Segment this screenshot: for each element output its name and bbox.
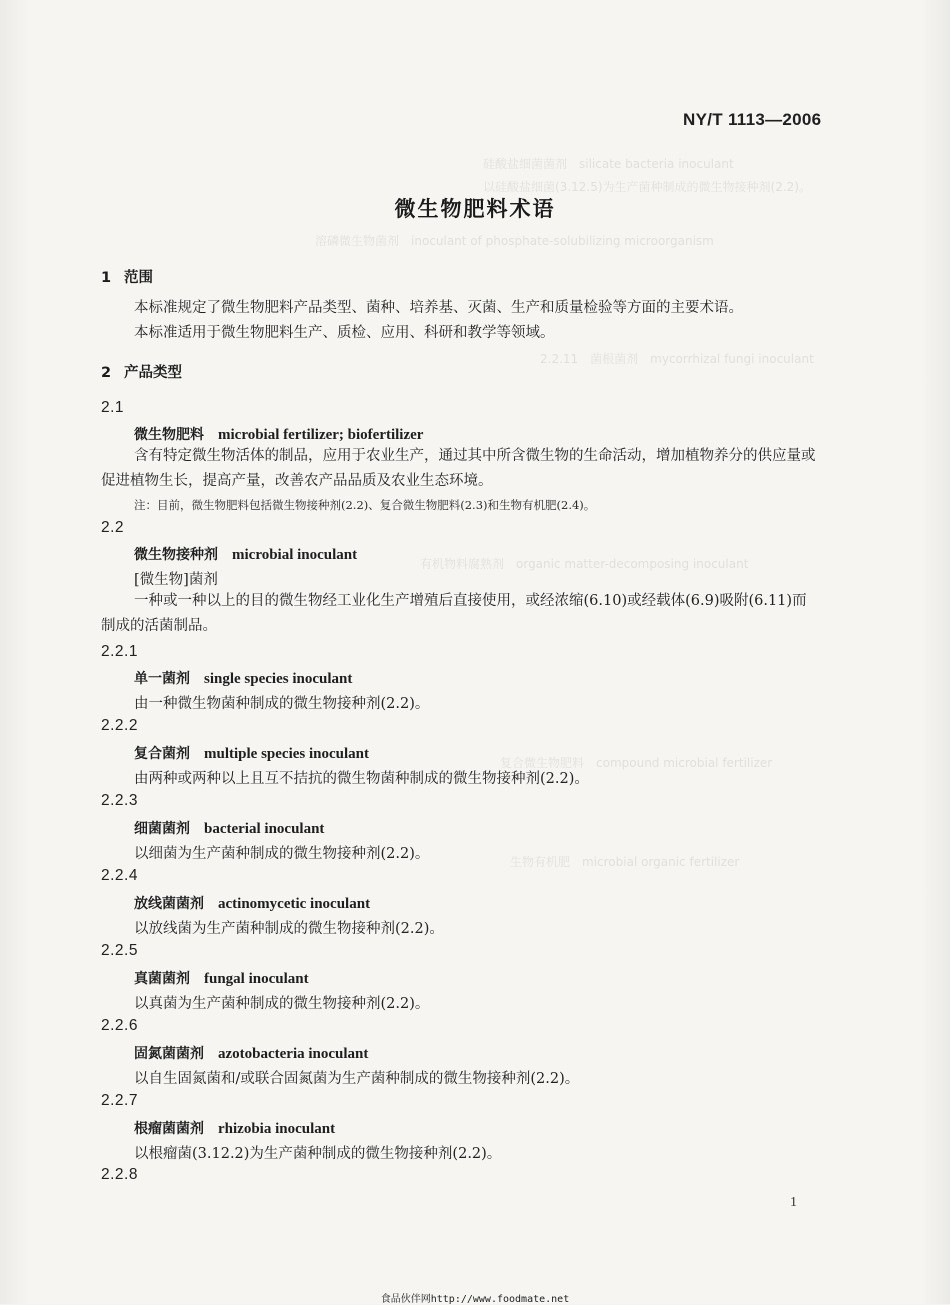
term-chinese: 微生物接种剂 <box>134 547 218 563</box>
term-english: microbial inoculant <box>232 547 358 563</box>
term-english: actinomycetic inoculant <box>218 896 371 912</box>
page-number: 1 <box>790 1195 797 1210</box>
clause-number: 2.2.8 <box>101 1166 138 1183</box>
term-definition: 以自生固氮菌和/或联合固氮菌为生产菌种制成的微生物接种剂(2.2)。 <box>134 1071 580 1087</box>
term-definition: 含有特定微生物活体的制品，应用于农业生产，通过其中所含微生物的生命活动，增加植物养分的供应量或促进植物生长，提高产量，改善农产品品质及农业生态环境。 <box>101 448 816 489</box>
term-english: azotobacteria inoculant <box>218 1046 369 1062</box>
section-number: 2 <box>101 365 112 381</box>
clause-number: 2.2.1 <box>101 643 138 660</box>
term-definition: 一种或一种以上的目的微生物经工业化生产增殖后直接使用，或经浓缩(6.10)或经载体(6.9)吸附(6.11)而制成的活菌制品。 <box>101 593 807 634</box>
bleed-through-text: 有机物料腐熟剂 organic matter-decomposing inoculant <box>420 557 749 571</box>
term-heading <box>134 893 370 913</box>
term-definition: 由一种微生物菌种制成的微生物接种剂(2.2)。 <box>134 696 430 712</box>
clause-number: 2.1 <box>101 399 125 416</box>
term-english: rhizobia inoculant <box>218 1121 336 1137</box>
footer-watermark: 食品伙伴网http://www.foodmate.net <box>380 1294 570 1305</box>
term-heading <box>134 743 369 763</box>
term-chinese: 细菌菌剂 <box>134 821 190 837</box>
term-heading <box>134 424 423 444</box>
term-chinese: 微生物肥料 <box>134 427 204 443</box>
term-synonym: [微生物]菌剂 <box>134 572 218 588</box>
clause-number: 2.2.5 <box>101 942 138 959</box>
scope-paragraph-1: 本标准规定了微生物肥料产品类型、菌种、培养基、灭菌、生产和质量检验等方面的主要术语。 <box>134 300 743 316</box>
term-chinese: 放线菌菌剂 <box>134 896 204 912</box>
scope-paragraph-2: 本标准适用于微生物肥料生产、质检、应用、科研和教学等领域。 <box>134 325 555 341</box>
term-chinese: 固氮菌菌剂 <box>134 1046 204 1062</box>
section-title: 范围 <box>124 270 153 286</box>
standard-number: NY/T 1113—2006 <box>683 110 822 129</box>
bleed-through-text: 以硅酸盐细菌(3.12.5)为生产菌种制成的微生物接种剂(2.2)。 <box>483 180 811 194</box>
term-english: multiple species inoculant <box>204 746 370 762</box>
term-heading <box>134 818 324 838</box>
term-heading <box>134 1118 335 1138</box>
term-chinese: 真菌菌剂 <box>134 971 190 987</box>
term-english: microbial fertilizer; biofertilizer <box>218 427 424 443</box>
bleed-through-text: 硅酸盐细菌菌剂 silicate bacteria inoculant <box>483 157 734 171</box>
term-chinese: 单一菌剂 <box>134 671 190 687</box>
section-heading-product-types <box>101 361 182 382</box>
term-chinese: 根瘤菌菌剂 <box>134 1121 204 1137</box>
term-definition: 以放线菌为生产菌种制成的微生物接种剂(2.2)。 <box>134 921 444 937</box>
term-definition: 以根瘤菌(3.12.2)为生产菌种制成的微生物接种剂(2.2)。 <box>134 1146 502 1162</box>
clause-number: 2.2 <box>101 519 125 536</box>
bleed-through-text: 溶磷微生物菌剂 inoculant of phosphate-solubilizing microorganism <box>315 234 714 248</box>
clause-number: 2.2.6 <box>101 1017 138 1034</box>
term-english: single species inoculant <box>204 671 353 687</box>
document-title: 微生物肥料术语 <box>394 197 556 221</box>
clause-number: 2.2.4 <box>101 867 138 884</box>
bleed-through-text: 生物有机肥 microbial organic fertilizer <box>510 855 740 869</box>
term-note: 注：目前，微生物肥料包括微生物接种剂(2.2)、复合微生物肥料(2.3)和生物有机肥(2.4)。 <box>134 498 596 512</box>
section-number: 1 <box>101 270 112 286</box>
term-definition: 以真菌为生产菌种制成的微生物接种剂(2.2)。 <box>134 996 430 1012</box>
term-definition: 以细菌为生产菌种制成的微生物接种剂(2.2)。 <box>134 846 430 862</box>
term-english: fungal inoculant <box>204 971 309 987</box>
term-definition: 由两种或两种以上且互不拮抗的微生物菌种制成的微生物接种剂(2.2)。 <box>134 771 589 787</box>
term-heading <box>134 1043 368 1063</box>
section-heading-scope <box>101 266 153 287</box>
clause-number: 2.2.7 <box>101 1092 138 1109</box>
bleed-through-text: 2.2.11 菌根菌剂 mycorrhizal fungi inoculant <box>540 352 814 366</box>
clause-number: 2.2.3 <box>101 792 138 809</box>
term-heading <box>134 544 357 564</box>
term-english: bacterial inoculant <box>204 821 325 837</box>
bleed-through-text: 复合微生物肥料 compound microbial fertilizer <box>500 756 773 770</box>
term-heading <box>134 668 352 688</box>
term-chinese: 复合菌剂 <box>134 746 190 762</box>
section-title: 产品类型 <box>124 365 182 381</box>
term-heading <box>134 968 309 988</box>
clause-number: 2.2.2 <box>101 717 138 734</box>
